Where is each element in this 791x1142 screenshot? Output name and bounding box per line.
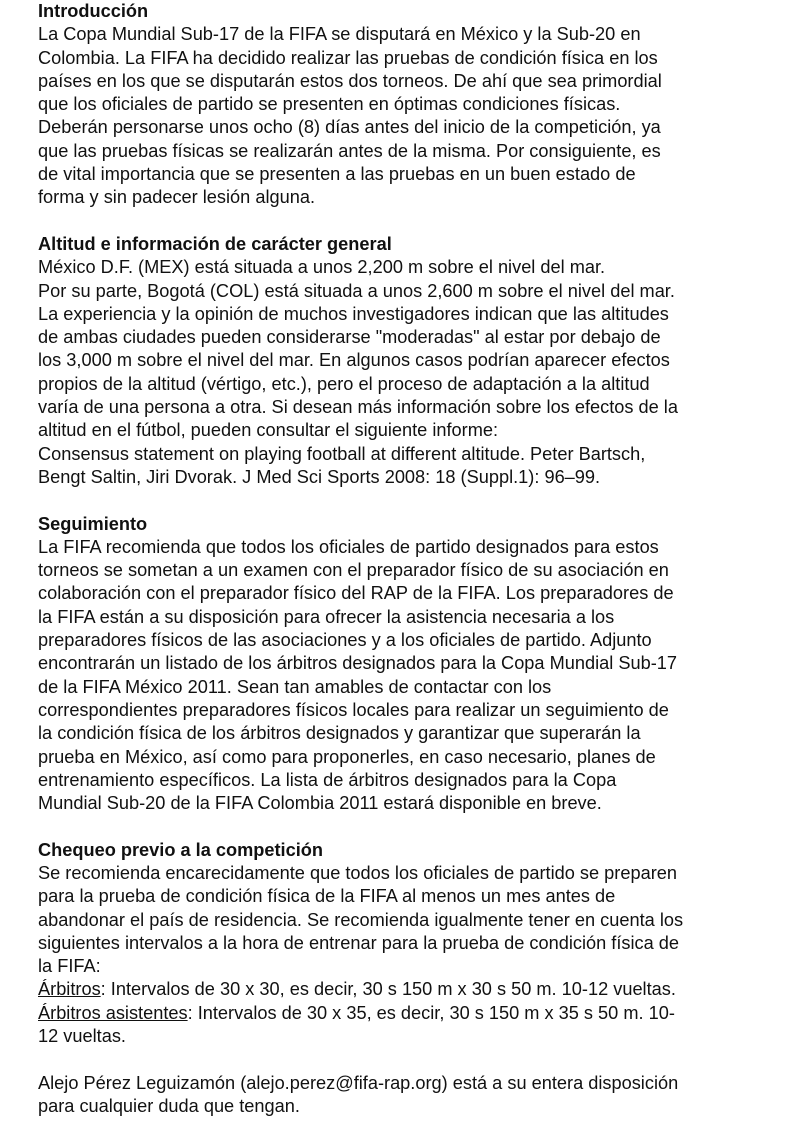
paragraph-line: la FIFA están a su disposición para ofrecer la asistencia necesaria a los [38, 606, 615, 627]
paragraph-line: países en los que se disputarán estos dos torneos. De ahí que sea primordial [38, 70, 662, 91]
closing-line: para cualquier duda que tengan. [38, 1095, 300, 1116]
paragraph-line: La experiencia y la opinión de muchos investigadores indican que las altitudes [38, 303, 669, 324]
paragraph-line: de la FIFA México 2011. Sean tan amables de contactar con los [38, 676, 552, 697]
paragraph-line: la FIFA: [38, 956, 101, 977]
section-seguimiento [38, 513, 738, 816]
paragraph-line: siguientes intervalos a la hora de entrenar para la prueba de condición física de [38, 932, 680, 953]
assistants-interval-text: : Intervalos de 30 x 35, es decir, 30 s 150 m x 35 s 50 m. 10- [187, 1002, 675, 1023]
closing-line: Alejo Pérez Leguizamón (alejo.perez@fifa-rap.org) está a su entera disposición [38, 1072, 679, 1093]
paragraph-line: prueba en México, así como para proponerles, en caso necesario, planes de [38, 746, 656, 767]
paragraph-line: de vital importancia que se presenten a las pruebas en un buen estado de [38, 164, 636, 185]
paragraph-line: correspondientes preparadores físicos locales para realizar un seguimiento de [38, 699, 669, 720]
paragraph-line: abandonar el país de residencia. Se recomienda igualmente tener en cuenta los [38, 909, 684, 930]
section-heading: Introducción [38, 1, 149, 21]
paragraph-line: varía de una persona a otra. Si desean más información sobre los efectos de la [38, 397, 678, 418]
paragraph-line: Colombia. La FIFA ha decidido realizar las pruebas de condición física en los [38, 47, 658, 68]
section-chequeo [38, 839, 738, 1049]
paragraph-line: México D.F. (MEX) está situada a unos 2,200 m sobre el nivel del mar. [38, 257, 606, 278]
reference-line: Consensus statement on playing football at different altitude. Peter Bartsch, [38, 443, 646, 464]
referees-label: Árbitros [38, 979, 101, 1000]
paragraph-line: encontrarán un listado de los árbitros designados para la Copa Mundial Sub-17 [38, 653, 677, 674]
paragraph-line: Por su parte, Bogotá (COL) está situada a unos 2,600 m sobre el nivel del mar. [38, 280, 675, 301]
assistants-interval-line [38, 1002, 738, 1025]
paragraph-line: Mundial Sub-20 de la FIFA Colombia 2011 estará disponible en breve. [38, 793, 602, 814]
paragraph-line: que los oficiales de partido se presenten en óptimas condiciones físicas. [38, 94, 621, 115]
paragraph-line: La Copa Mundial Sub-17 de la FIFA se disputará en México y la Sub-20 en [38, 24, 641, 45]
assistants-label: Árbitros asistentes [38, 1002, 188, 1023]
assistants-interval-line-cont: 12 vueltas. [38, 1026, 126, 1047]
paragraph-line: La FIFA recomienda que todos los oficiales de partido designados para estos [38, 536, 659, 557]
referees-interval-line [38, 978, 738, 1001]
section-introduccion [38, 0, 738, 210]
section-heading: Chequeo previo a la competición [38, 839, 323, 860]
paragraph-line: Se recomienda encarecidamente que todos los oficiales de partido se preparen [38, 862, 677, 883]
paragraph-line: Deberán personarse unos ocho (8) días antes del inicio de la competición, ya [38, 117, 661, 138]
paragraph-line: colaboración con el preparador físico del RAP de la FIFA. Los preparadores de [38, 583, 674, 604]
paragraph-line: altitud en el fútbol, pueden consultar el siguiente informe: [38, 420, 499, 441]
paragraph-line: forma y sin padecer lesión alguna. [38, 187, 316, 208]
section-heading: Seguimiento [38, 513, 148, 534]
section-heading: Altitud e información de carácter general [38, 233, 392, 254]
paragraph-line: entrenamiento específicos. La lista de árbitros designados para la Copa [38, 769, 617, 790]
paragraph-line: de ambas ciudades pueden considerarse "moderadas" al estar por debajo de [38, 327, 661, 348]
section-altitud [38, 233, 738, 489]
closing-note [38, 1072, 738, 1119]
paragraph-line: propios de la altitud (vértigo, etc.), pero el proceso de adaptación a la altitud [38, 373, 650, 394]
paragraph-line: preparadores físicos de las asociaciones y a los oficiales de partido. Adjunto [38, 630, 652, 651]
paragraph-line: que las pruebas físicas se realizarán antes de la misma. Por consiguiente, es [38, 140, 661, 161]
document-page [38, 0, 738, 1142]
paragraph-line: la condición física de los árbitros designados y garantizar que superarán la [38, 723, 641, 744]
paragraph-line: los 3,000 m sobre el nivel del mar. En algunos casos podrían aparecer efectos [38, 350, 670, 371]
reference-line: Bengt Saltin, Jiri Dvorak. J Med Sci Sports 2008: 18 (Suppl.1): 96–99. [38, 466, 601, 487]
paragraph-line: para la prueba de condición física de la FIFA al menos un mes antes de [38, 886, 616, 907]
referees-interval-text: : Intervalos de 30 x 30, es decir, 30 s 150 m x 30 s 50 m. 10-12 vueltas. [100, 979, 676, 1000]
paragraph-line: torneos se sometan a un examen con el preparador físico de su asociación en [38, 560, 669, 581]
